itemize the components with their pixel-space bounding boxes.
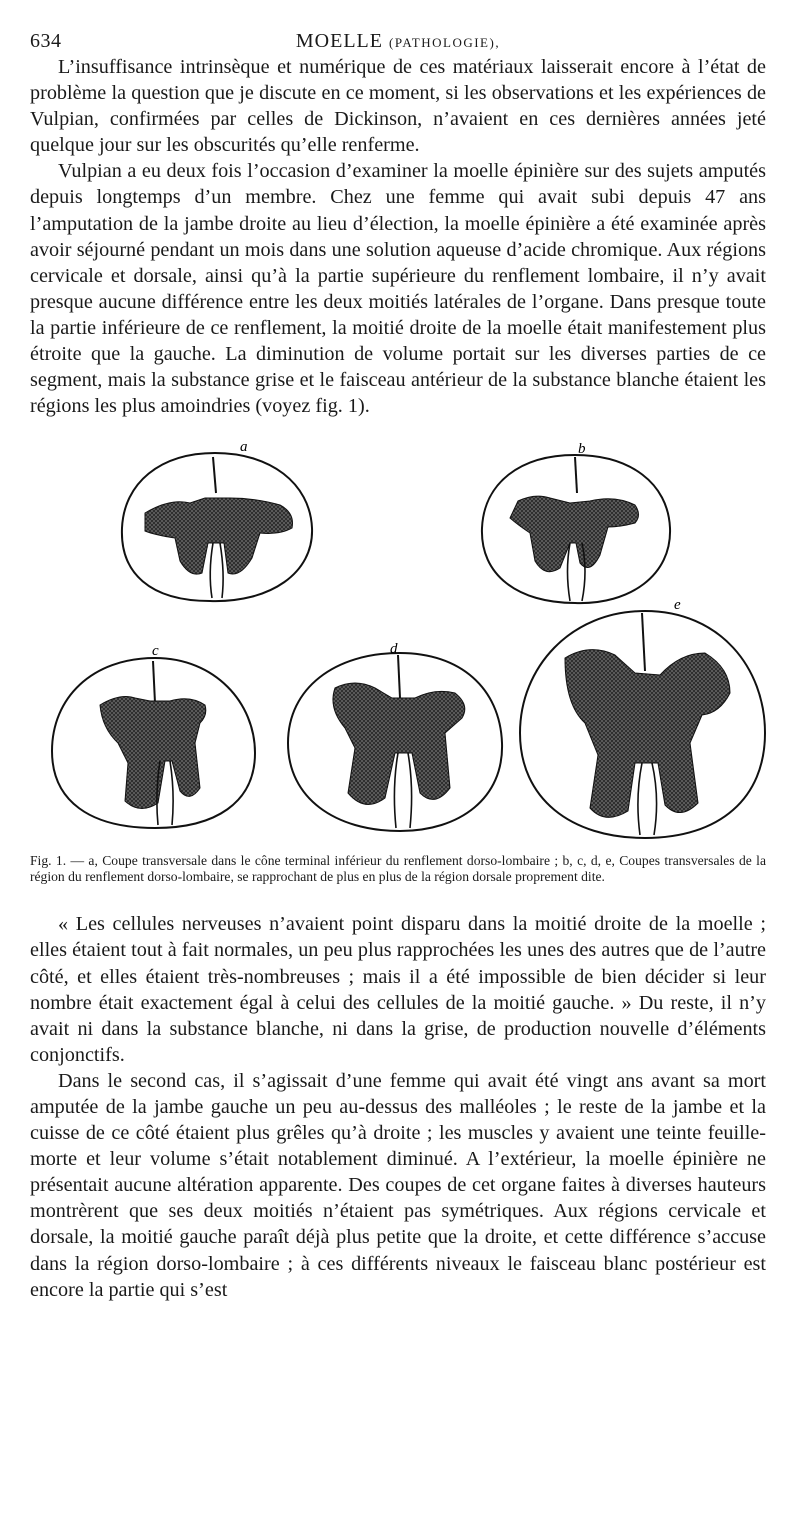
section-b-label: b [578, 443, 586, 458]
section-a [122, 443, 312, 601]
running-header [30, 26, 766, 54]
section-d-label: d [390, 641, 398, 658]
running-title-main: MOELLE [295, 30, 383, 52]
section-d [288, 641, 502, 831]
document-page [30, 26, 766, 1303]
page-number: 634 [30, 30, 62, 52]
paragraph-2: Vulpian a eu deux fois l’occasion d’examiner la moelle épinière sur des sujets amputés depuis longtemps d’un membre. Chez une femme qui avait subi depuis 47 ans l’amputation de la jambe droite au lieu d’élection, la moelle épinière a été examinée après avoir séjourné pendant un mois dans une solution aqueuse d’acide chromique. Aux régions cervicale et dorsale, ainsi qu’à la partie supérieure du renflement lombaire, il n’y avait presque aucune différence entre les deux moitiés latérales de l’organe. Dans presque toute la partie inférieure de ce renflement, la moitié droite de la moelle était manifestement plus étroite que la gauche. La diminution de volume portait sur les diverses parties de ce segment, mais la substance grise et le faisceau antérieur de la substance blanche étaient les régions les plus amoindries (voyez fig. 1). [30, 160, 766, 418]
section-c [52, 643, 255, 828]
section-b [482, 443, 670, 603]
paragraph-3: « Les cellules nerveuses n’avaient point disparu dans la moitié droite de la moelle ; elles étaient tout à fait normales, un peu plus rapprochées les unes des autres que de l’autre côté, et elles étaient très-nombreuses ; mais il a été impossible de bien décider si leur nombre était exactement égal à celui des cellules de la moitié gauche. » Du reste, il n’y avait ni dans la substance blanche, ni dans la grise, de production nouvelle d’éléments conjonctifs. [30, 913, 766, 1066]
section-e-label: e [674, 597, 681, 614]
figure-caption: Fig. 1. — a, Coupe transversale dans le cône terminal inférieur du renflement dorso-lombaire ; b, c, d, e, Coupes transversales de la région du renflement dorso-lombaire, se rapprochant de plus en plus de la région dorsale proprement dite. [30, 853, 766, 885]
section-a-label: a [240, 443, 248, 456]
paragraph-1: L’insuffisance intrinsèque et numérique de ces matériaux laisserait encore à l’état de problème la question que je discute en ce moment, si les observations et les expériences de Vulpian, confirmées par celles de Dickinson, n’avaient en ces dernières années jeté quelque jour sur les obscurités qu’elle renferme. [30, 56, 766, 157]
running-title-sub: (PATHOLOGIE), [388, 35, 501, 50]
paragraph-4: Dans le second cas, il s’agissait d’une femme qui avait été vingt ans avant sa mort amputée de la jambe gauche un peu au-dessus des malléoles ; le reste de la jambe et la cuisse de ce côté étaient plus grêles qu’à droite ; les muscles y avaient une teinte feuille-morte et leur volume s’était notablement diminué. A l’extérieur, la moelle épinière ne présentait aucune altération apparente. Des coupes de cet organe faites à diverses hauteurs montrèrent que ses deux moitiés n’étaient pas symétriques. Aux régions cervicale et dorsale, la moitié gauche paraît déjà plus petite que la droite, et cette différence s’accuse dans la région dorso-lombaire ; à ces différents niveaux le faisceau blanc postérieur est encore la partie qui s’est [30, 1069, 766, 1301]
running-title [30, 30, 766, 53]
section-e [520, 597, 765, 838]
section-c-label: c [152, 643, 159, 660]
spinal-cord-sections-illustration [30, 443, 766, 845]
figure-1 [30, 443, 766, 845]
